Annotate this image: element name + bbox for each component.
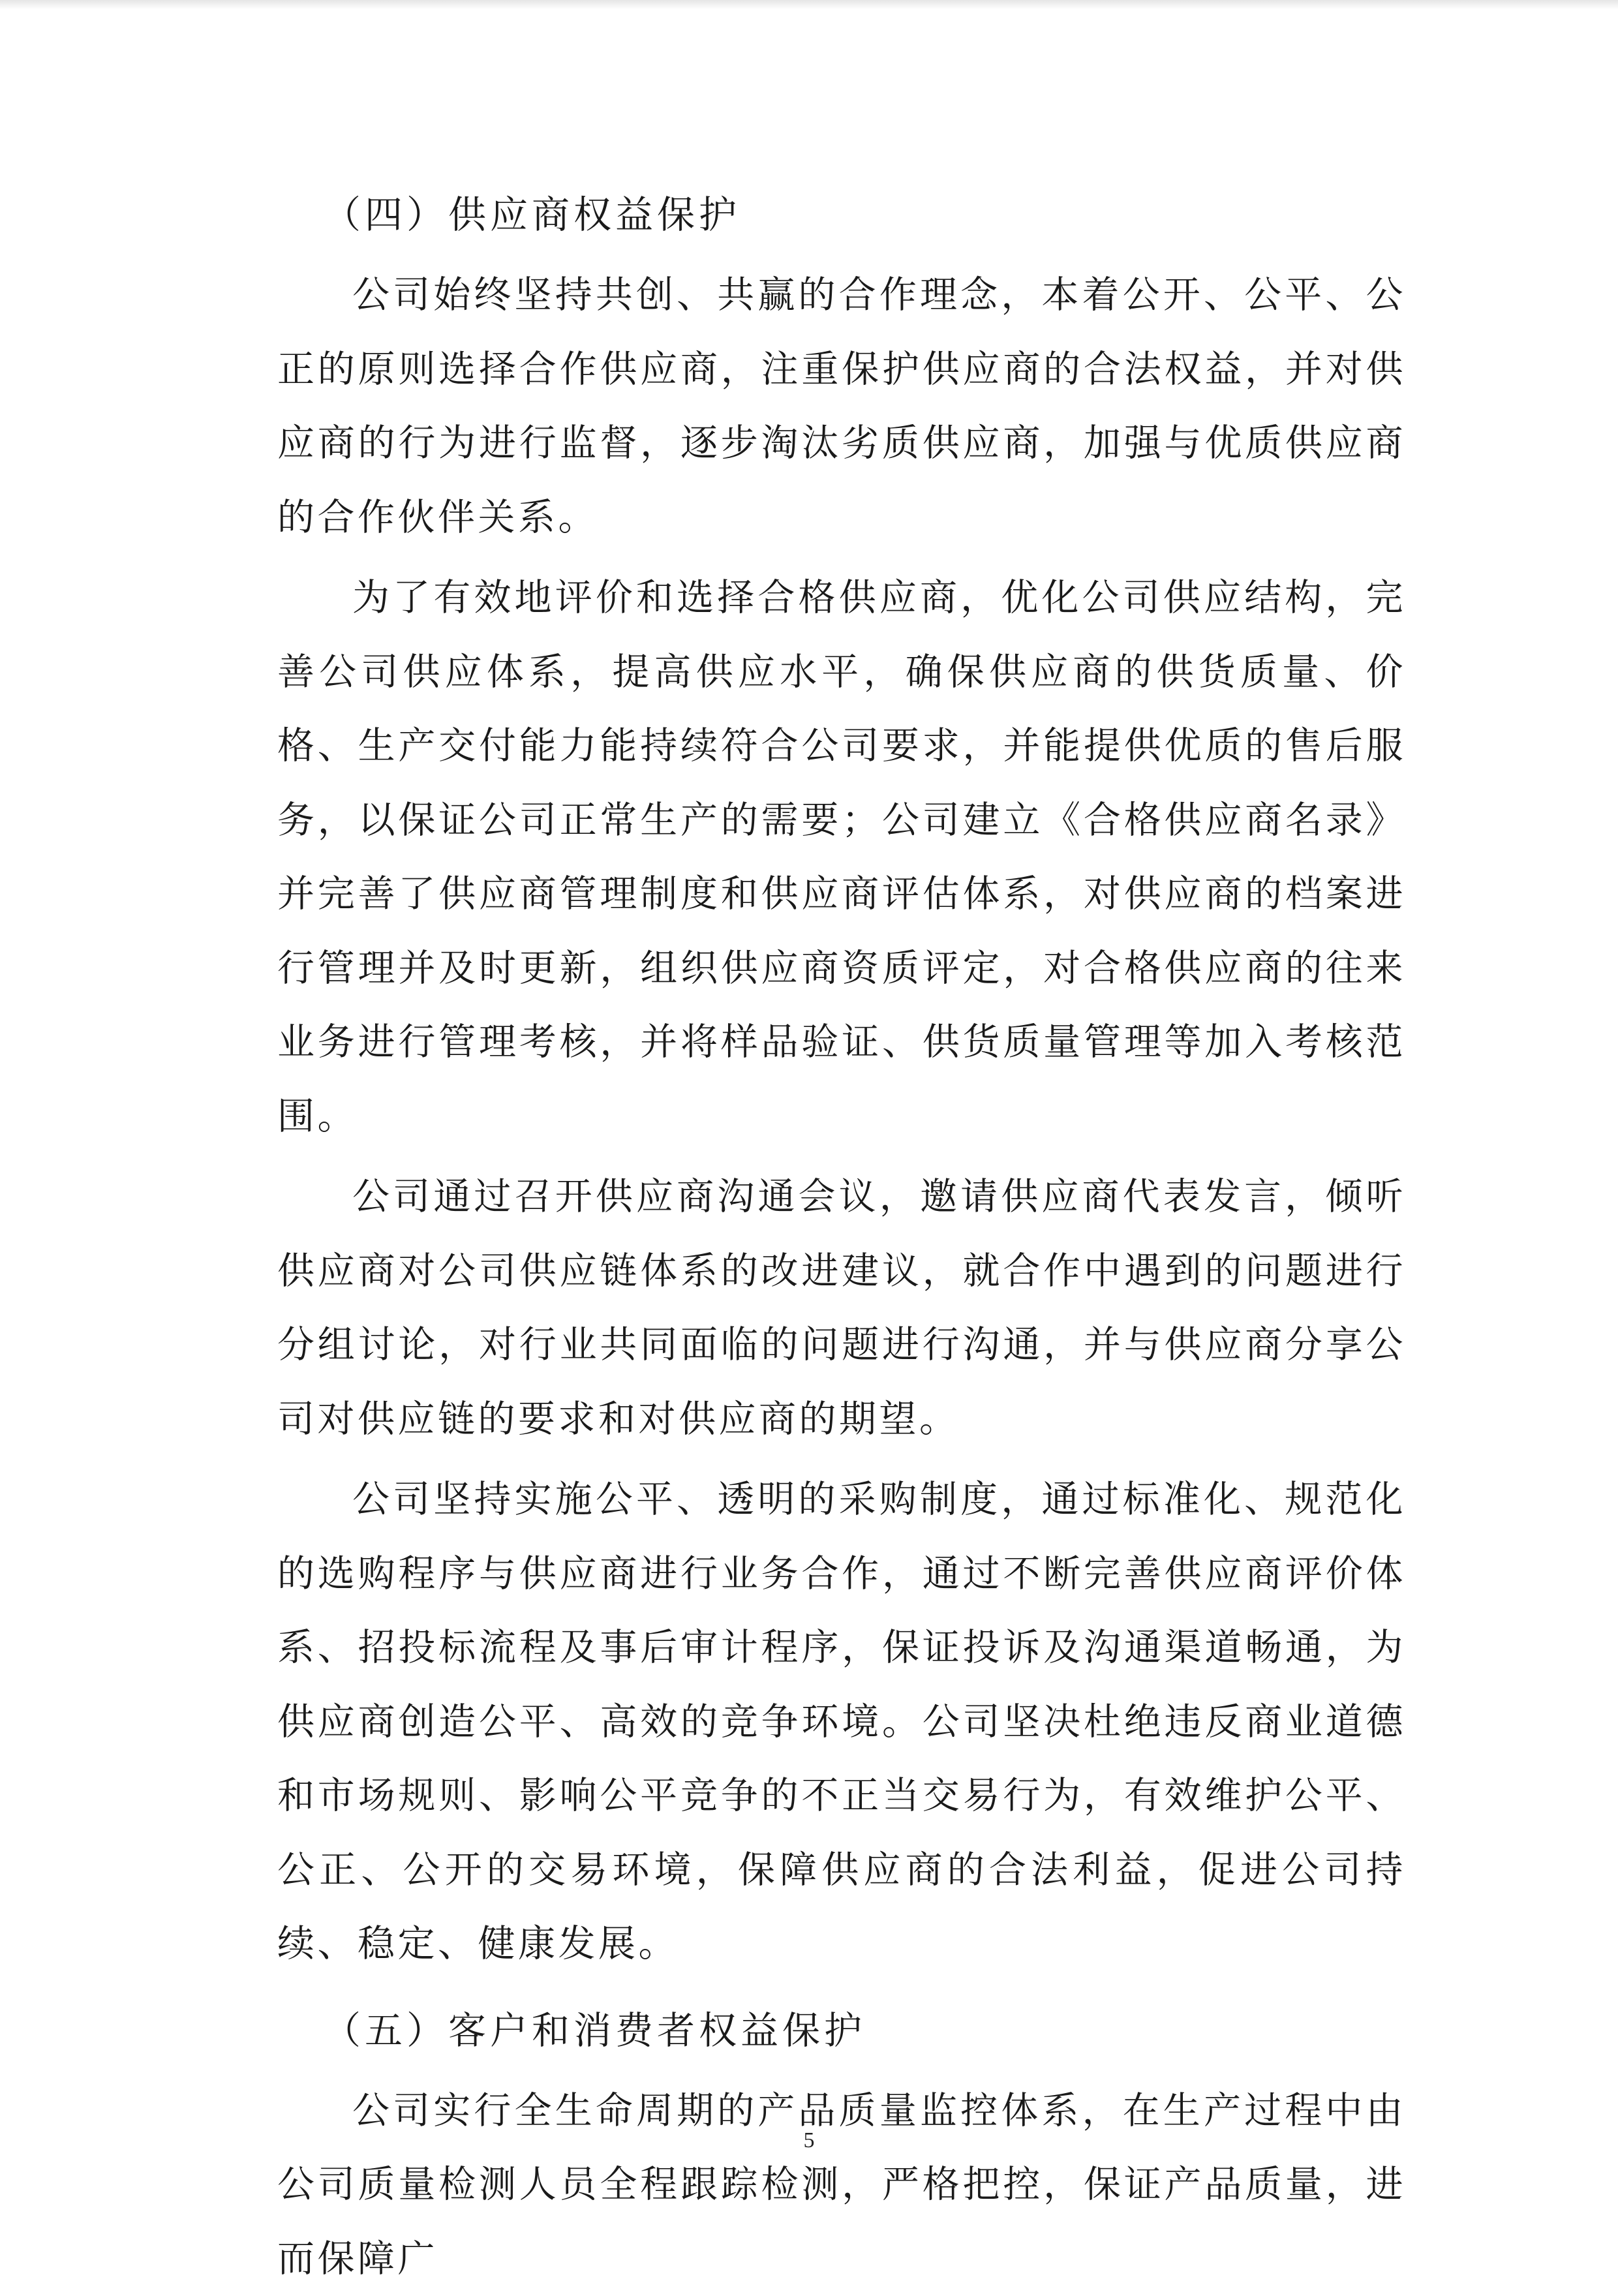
paragraph-supplier-principles: 公司始终坚持共创、共赢的合作理念，本着公开、公平、公正的原则选择合作供应商，注重保护供应商的合法权益，并对供应商的行为进行监督，逐步淘汰劣质供应商，加强与优质供应商的合作伙伴关系。 xyxy=(277,258,1406,555)
page-number: 5 xyxy=(0,2128,1618,2153)
paragraph-quality-monitoring: 公司实行全生命周期的产品质量监控体系，在生产过程中由公司质量检测人员全程跟踪检测，严格把控，保证产品质量，进而保障广 xyxy=(277,2074,1406,2296)
paragraph-supplier-communication: 公司通过召开供应商沟通会议，邀请供应商代表发言，倾听供应商对公司供应链体系的改进建议，就合作中遇到的问题进行分组讨论，对行业共同面临的问题进行沟通，并与供应商分享公司对供应链的要求和对供应商的期望。 xyxy=(277,1160,1406,1456)
scan-top-edge xyxy=(0,0,1618,9)
paragraph-supplier-evaluation: 为了有效地评价和选择合格供应商，优化公司供应结构，完善公司供应体系，提高供应水平，确保供应商的供货质量、价格、生产交付能力能持续符合公司要求，并能提供优质的售后服务，以保证公司正常生产的需要；公司建立《合格供应商名录》并完善了供应商管理制度和供应商评估体系，对供应商的档案进行管理并及时更新，组织供应商资质评定，对合格供应商的往来业务进行管理考核，并将样品验证、供货质量管理等加入考核范围。 xyxy=(277,561,1406,1154)
paragraph-fair-procurement: 公司坚持实施公平、透明的采购制度，通过标准化、规范化的选购程序与供应商进行业务合作，通过不断完善供应商评价体系、招投标流程及事后审计程序，保证投诉及沟通渠道畅通，为供应商创造公平、高效的竞争环境。公司坚决杜绝违反商业道德和市场规则、影响公平竞争的不正当交易行为，有效维护公平、公正、公开的交易环境，保障供应商的合法利益，促进公司持续、稳定、健康发展。 xyxy=(277,1463,1406,1982)
section-heading-customer-rights: （五）客户和消费者权益保护 xyxy=(277,2012,1406,2049)
document-page xyxy=(277,196,1406,2296)
section-heading-supplier-rights: （四）供应商权益保护 xyxy=(277,196,1406,234)
